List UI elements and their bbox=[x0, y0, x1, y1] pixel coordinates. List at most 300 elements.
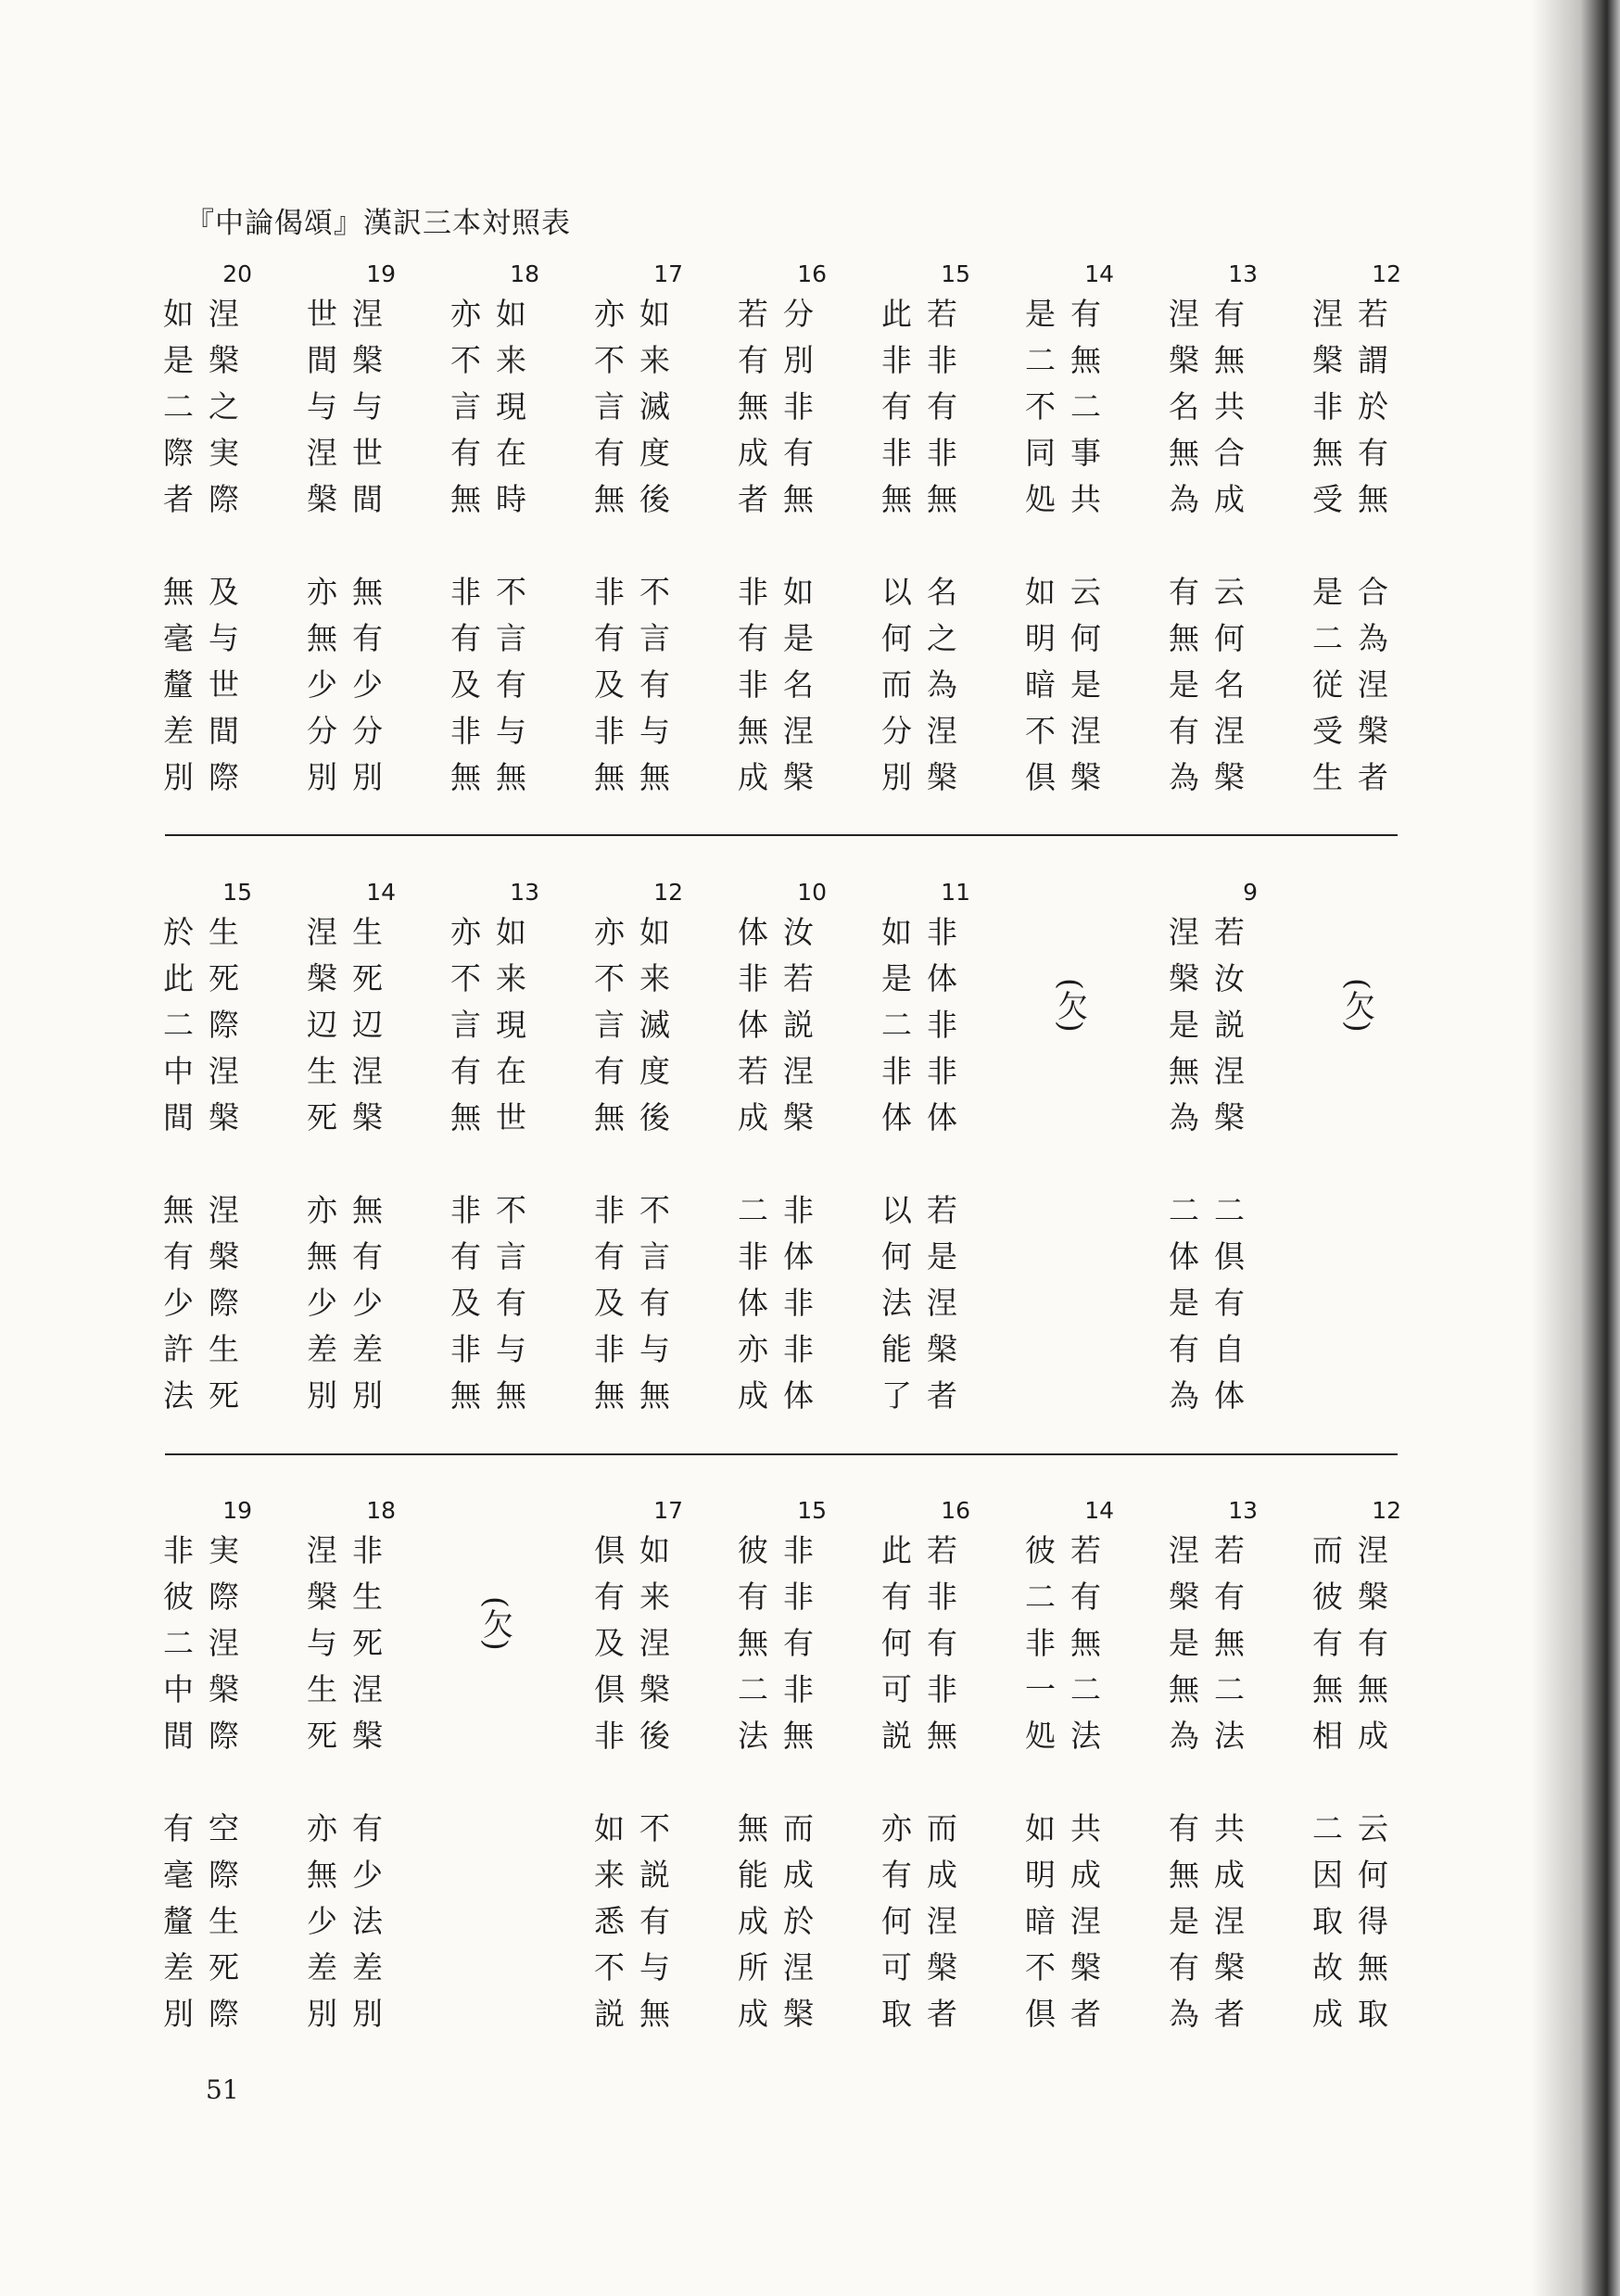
verse-line: 有成 bbox=[881, 1857, 972, 1893]
verse-line: 非与 bbox=[450, 1331, 541, 1367]
verse-line: 亦有 bbox=[307, 1810, 398, 1846]
verse-line: 取得 bbox=[1312, 1903, 1403, 1939]
missing-marker: (欠) bbox=[1340, 978, 1376, 1033]
verse-line: 是有 bbox=[1169, 1285, 1259, 1321]
verse-line: 及有 bbox=[594, 666, 685, 703]
verse-line: 二為 bbox=[1312, 620, 1403, 656]
verse-line: 生者 bbox=[1312, 759, 1403, 795]
verse-line: 可非 bbox=[881, 1671, 972, 1707]
verse-line: 何涅 bbox=[881, 1903, 972, 1939]
verse-line: 有自 bbox=[1169, 1331, 1259, 1367]
verse-line: 一二 bbox=[1025, 1671, 1116, 1707]
stanza-gap bbox=[732, 1141, 834, 1187]
verse-column bbox=[876, 258, 978, 801]
verse-line: 亦而 bbox=[881, 1810, 972, 1846]
verse-column bbox=[1163, 258, 1265, 801]
verse-line: 有涅 bbox=[1169, 713, 1259, 749]
verse-line: 非体 bbox=[738, 1238, 829, 1275]
verse-number: 13 bbox=[510, 879, 539, 906]
verse-column bbox=[1163, 1494, 1265, 2037]
stanza-gap bbox=[1163, 1759, 1265, 1806]
verse-line: 中槃 bbox=[163, 1671, 254, 1707]
verse-line: 若涅 bbox=[738, 1053, 829, 1089]
verse-number: 15 bbox=[222, 879, 252, 906]
verse-line: 無世 bbox=[450, 1099, 541, 1135]
verse-line: 有別 bbox=[738, 342, 829, 378]
verse-line: 釐生 bbox=[163, 1903, 254, 1939]
verse-line: 明成 bbox=[1025, 1857, 1116, 1893]
verse-line: 間槃 bbox=[307, 342, 398, 378]
verse-line: 悉有 bbox=[594, 1903, 685, 1939]
verse-line: 有来 bbox=[594, 1579, 685, 1615]
verse-line: 無涅 bbox=[738, 713, 829, 749]
stanza-gap bbox=[445, 523, 547, 569]
stanza-gap bbox=[1307, 523, 1409, 569]
verse-line: 何之 bbox=[881, 620, 972, 656]
verse-line: 倶者 bbox=[1025, 1996, 1116, 2032]
verse-line: 無有 bbox=[738, 1625, 829, 1661]
verse-line: 不涅 bbox=[1025, 713, 1116, 749]
verse-line: 無涅 bbox=[1169, 1053, 1259, 1089]
verse-line: 法無 bbox=[738, 1718, 829, 1754]
section-3 bbox=[158, 1494, 1403, 2032]
stanza-gap bbox=[589, 1141, 690, 1187]
verse-line: 名共 bbox=[1169, 388, 1259, 425]
stanza-gap bbox=[1019, 523, 1121, 569]
verse-line: 槃間 bbox=[307, 481, 398, 517]
verse-line: 少少 bbox=[307, 1285, 398, 1321]
verse-line: 無有 bbox=[1312, 435, 1403, 471]
verse-line: 別別 bbox=[307, 1377, 398, 1414]
verse-number: 15 bbox=[941, 260, 970, 287]
verse-line: 言現 bbox=[450, 1007, 541, 1043]
verse-line: 此死 bbox=[163, 960, 254, 996]
stanza-gap bbox=[732, 1759, 834, 1806]
verse-line: 若分 bbox=[738, 296, 829, 332]
section-2 bbox=[158, 876, 1399, 1414]
verse-line: 別際 bbox=[163, 759, 254, 795]
stanza-gap bbox=[301, 523, 403, 569]
verse-line: 二云 bbox=[1312, 1810, 1403, 1846]
verse-line: 彼非 bbox=[738, 1532, 829, 1568]
verse-line: 毫与 bbox=[163, 620, 254, 656]
verse-line: 不与 bbox=[594, 1949, 685, 1985]
verse-line: 有言 bbox=[594, 620, 685, 656]
verse-column bbox=[732, 876, 834, 1419]
verse-line: 而為 bbox=[881, 666, 972, 703]
verse-line: 少法 bbox=[307, 1903, 398, 1939]
verse-line: 不来 bbox=[450, 342, 541, 378]
verse-line: 有度 bbox=[594, 435, 685, 471]
verse-line: 亦如 bbox=[450, 296, 541, 332]
verse-line: 無後 bbox=[594, 1099, 685, 1135]
verse-line: 彼若 bbox=[1025, 1532, 1116, 1568]
verse-line: 以若 bbox=[881, 1192, 972, 1228]
verse-line: 非若 bbox=[738, 960, 829, 996]
verse-line: 非如 bbox=[738, 574, 829, 610]
verse-line: 亦無 bbox=[307, 1192, 398, 1228]
verse-line: 為体 bbox=[1169, 1377, 1259, 1414]
verse-line: 及有 bbox=[450, 1285, 541, 1321]
verse-line: 死槃 bbox=[307, 1099, 398, 1135]
verse-line: 不来 bbox=[594, 960, 685, 996]
verse-line: 二非 bbox=[881, 1007, 972, 1043]
verse-line: 於生 bbox=[163, 914, 254, 950]
verse-line: 分分 bbox=[307, 713, 398, 749]
verse-line: 非与 bbox=[594, 1331, 685, 1367]
verse-line: 如云 bbox=[1025, 574, 1116, 610]
section-divider-1 bbox=[165, 834, 1398, 836]
verse-line: 成槃 bbox=[738, 759, 829, 795]
verse-line: 成槃 bbox=[738, 1099, 829, 1135]
verse-column bbox=[301, 876, 403, 1419]
verse-number: 18 bbox=[366, 1497, 396, 1524]
verse-column bbox=[445, 258, 547, 801]
verse-number: 14 bbox=[366, 879, 396, 906]
verse-line: 是涅 bbox=[1169, 1903, 1259, 1939]
verse-line: 辺辺 bbox=[307, 1007, 398, 1043]
verse-line: 差間 bbox=[163, 713, 254, 749]
stanza-gap bbox=[158, 523, 259, 569]
verse-column bbox=[158, 1494, 259, 2037]
verse-line: 成取 bbox=[1312, 1996, 1403, 2032]
verse-line: 故無 bbox=[1312, 1949, 1403, 1985]
verse-line: 槃死 bbox=[307, 960, 398, 996]
verse-number: 12 bbox=[1372, 260, 1401, 287]
verse-number: 13 bbox=[1228, 1497, 1258, 1524]
stanza-gap bbox=[1163, 1141, 1265, 1187]
verse-line: 体非 bbox=[738, 1285, 829, 1321]
verse-line: 無無 bbox=[450, 1377, 541, 1414]
verse-line: 非不 bbox=[594, 1192, 685, 1228]
verse-line: 許生 bbox=[163, 1331, 254, 1367]
verse-line: 及有 bbox=[450, 666, 541, 703]
verse-line: 二非 bbox=[738, 1671, 829, 1707]
stanza-gap bbox=[876, 1141, 978, 1187]
verse-line: 是有 bbox=[1025, 296, 1116, 332]
verse-column bbox=[301, 258, 403, 801]
verse-line: 涅生 bbox=[307, 914, 398, 950]
verse-line: 有在 bbox=[450, 435, 541, 471]
verse-number: 14 bbox=[1084, 1497, 1114, 1524]
verse-line: 無時 bbox=[450, 481, 541, 517]
verse-line: 成体 bbox=[738, 1377, 829, 1414]
verse-line: 非非 bbox=[881, 1053, 972, 1089]
verse-line: 説無 bbox=[881, 1718, 972, 1754]
verse-line: 及涅 bbox=[594, 1625, 685, 1661]
verse-line: 有是 bbox=[738, 620, 829, 656]
page-number: 51 bbox=[206, 2074, 239, 2105]
verse-number: 9 bbox=[1243, 879, 1258, 906]
verse-line: 槃無 bbox=[1169, 342, 1259, 378]
stanza-gap bbox=[158, 1141, 259, 1187]
verse-line: 不二 bbox=[1025, 388, 1116, 425]
verse-line: 従涅 bbox=[1312, 666, 1403, 703]
verse-line: 無非 bbox=[738, 388, 829, 425]
verse-line: 明何 bbox=[1025, 620, 1116, 656]
verse-column bbox=[158, 876, 259, 1419]
verse-line: 間際 bbox=[163, 1718, 254, 1754]
verse-number: 16 bbox=[797, 260, 827, 287]
verse-number: 18 bbox=[510, 260, 539, 287]
stanza-gap bbox=[301, 1141, 403, 1187]
verse-line: 非於 bbox=[1312, 388, 1403, 425]
verse-line: 差差 bbox=[307, 1331, 398, 1367]
verse-line: 有槃 bbox=[163, 1238, 254, 1275]
verse-line: 体倶 bbox=[1169, 1238, 1259, 1275]
verse-line: 二之 bbox=[163, 388, 254, 425]
verse-line: 生涅 bbox=[307, 1671, 398, 1707]
verse-line: 相成 bbox=[1312, 1718, 1403, 1754]
verse-line: 無及 bbox=[163, 574, 254, 610]
verse-line: 二際 bbox=[163, 1007, 254, 1043]
verse-line: 有言 bbox=[594, 1238, 685, 1275]
verse-line: 有有 bbox=[1312, 1625, 1403, 1661]
verse-line: 非非 bbox=[881, 435, 972, 471]
verse-line: 無而 bbox=[738, 1810, 829, 1846]
verse-line: 者際 bbox=[163, 481, 254, 517]
section-divider-2 bbox=[165, 1453, 1398, 1455]
verse-line: 非非 bbox=[881, 342, 972, 378]
verse-line: 法涅 bbox=[881, 1285, 972, 1321]
verse-column bbox=[445, 876, 547, 1419]
missing-marker: (欠) bbox=[1053, 978, 1089, 1033]
verse-line: 処法 bbox=[1025, 1718, 1116, 1754]
verse-line: 非不 bbox=[594, 574, 685, 610]
verse-number: 20 bbox=[222, 260, 252, 287]
stanza-gap bbox=[876, 1759, 978, 1806]
verse-line: 所涅 bbox=[738, 1949, 829, 1985]
verse-line: 亦無 bbox=[307, 574, 398, 610]
verse-line: 了者 bbox=[881, 1377, 972, 1414]
verse-line: 体体 bbox=[881, 1099, 972, 1135]
verse-number: 15 bbox=[797, 1497, 827, 1524]
verse-line: 及有 bbox=[594, 1285, 685, 1321]
verse-number: 17 bbox=[653, 260, 683, 287]
verse-line: 来説 bbox=[594, 1857, 685, 1893]
verse-line: 法死 bbox=[163, 1377, 254, 1414]
section-1 bbox=[158, 258, 1403, 795]
verse-column bbox=[589, 1494, 690, 2037]
verse-line: 暗是 bbox=[1025, 666, 1116, 703]
verse-number bbox=[445, 1494, 547, 1528]
verse-line: 無有 bbox=[307, 1238, 398, 1275]
verse-line: 此若 bbox=[881, 296, 972, 332]
verse-line: 非不 bbox=[450, 1192, 541, 1228]
verse-line: 是体 bbox=[881, 960, 972, 996]
verse-line: 有有 bbox=[881, 388, 972, 425]
section-2-columns bbox=[158, 876, 1399, 1414]
verse-line: 際実 bbox=[163, 435, 254, 471]
verse-line: 能槃 bbox=[881, 1331, 972, 1367]
verse-line: 有言 bbox=[450, 620, 541, 656]
verse-line: 無何 bbox=[1169, 620, 1259, 656]
verse-column bbox=[732, 1494, 834, 2037]
verse-column bbox=[158, 258, 259, 801]
verse-line: 因何 bbox=[1312, 1857, 1403, 1893]
verse-line: 為槃 bbox=[1169, 759, 1259, 795]
verse-number: 11 bbox=[941, 879, 970, 906]
verse-line: 有言 bbox=[450, 1238, 541, 1275]
verse-column bbox=[1019, 1494, 1121, 2037]
verse-line: 与与 bbox=[307, 388, 398, 425]
verse-line: 有共 bbox=[1169, 1810, 1259, 1846]
page-edge-shadow bbox=[1532, 0, 1620, 2296]
verse-line: 無無 bbox=[594, 759, 685, 795]
verse-line: 槃生 bbox=[307, 1579, 398, 1615]
stanza-gap bbox=[589, 523, 690, 569]
verse-line: 受槃 bbox=[1312, 713, 1403, 749]
stanza-gap bbox=[445, 1141, 547, 1187]
verse-column bbox=[1019, 258, 1121, 801]
verse-number bbox=[1307, 876, 1409, 909]
verse-line: 無成 bbox=[1169, 1857, 1259, 1893]
verse-line: 為法 bbox=[1169, 1718, 1259, 1754]
verse-line: 非不 bbox=[450, 574, 541, 610]
verse-line: 亦如 bbox=[450, 914, 541, 950]
verse-line: 言滅 bbox=[594, 1007, 685, 1043]
verse-line: 体説 bbox=[738, 1007, 829, 1043]
verse-line: 如不 bbox=[594, 1810, 685, 1846]
verse-line: 是説 bbox=[1169, 1007, 1259, 1043]
verse-line: 無無 bbox=[594, 1377, 685, 1414]
verse-number: 10 bbox=[797, 879, 827, 906]
verse-line: 如非 bbox=[881, 914, 972, 950]
verse-line: 涅有 bbox=[1169, 296, 1259, 332]
verse-line: 以名 bbox=[881, 574, 972, 610]
verse-number: 17 bbox=[653, 1497, 683, 1524]
verse-line: 取者 bbox=[881, 1996, 972, 2032]
verse-column bbox=[1163, 876, 1265, 1419]
verse-column bbox=[876, 1494, 978, 2037]
missing-marker: (欠) bbox=[478, 1596, 514, 1651]
verse-column bbox=[732, 258, 834, 801]
section-1-columns bbox=[158, 258, 1403, 795]
verse-column bbox=[445, 1494, 547, 1651]
verse-line: 能成 bbox=[738, 1857, 829, 1893]
verse-line: 非与 bbox=[450, 713, 541, 749]
verse-line: 亦非 bbox=[738, 1331, 829, 1367]
verse-line: 与死 bbox=[307, 1625, 398, 1661]
stanza-gap bbox=[158, 1759, 259, 1806]
verse-line: 為成 bbox=[1169, 481, 1259, 517]
verse-line: 此若 bbox=[881, 1532, 972, 1568]
verse-line: 差死 bbox=[163, 1949, 254, 1985]
verse-line: 二無 bbox=[1025, 342, 1116, 378]
verse-line: 無後 bbox=[594, 481, 685, 517]
verse-line: 成槃 bbox=[738, 1996, 829, 2032]
verse-line: 非与 bbox=[594, 713, 685, 749]
verse-line: 二涅 bbox=[163, 1625, 254, 1661]
verse-line: 倶如 bbox=[594, 1532, 685, 1568]
verse-line: 処共 bbox=[1025, 481, 1116, 517]
stanza-gap bbox=[876, 523, 978, 569]
verse-number: 12 bbox=[653, 879, 683, 906]
verse-column bbox=[876, 876, 978, 1419]
verse-line: 分涅 bbox=[881, 713, 972, 749]
verse-line: 不槃 bbox=[1025, 1949, 1116, 1985]
verse-line: 二非 bbox=[738, 1192, 829, 1228]
verse-line: 非後 bbox=[594, 1718, 685, 1754]
verse-line: 死槃 bbox=[307, 1718, 398, 1754]
verse-line: 説無 bbox=[594, 1996, 685, 2032]
stanza-gap bbox=[301, 1759, 403, 1806]
verse-line: 間槃 bbox=[163, 1099, 254, 1135]
verse-line: 世涅 bbox=[307, 296, 398, 332]
verse-line: 倶槃 bbox=[1025, 759, 1116, 795]
verse-line: 槃汝 bbox=[1169, 960, 1259, 996]
verse-line: 是無 bbox=[1169, 1625, 1259, 1661]
verse-line: 彼槃 bbox=[1312, 1579, 1403, 1615]
verse-line: 槃謂 bbox=[1312, 342, 1403, 378]
verse-line: 毫際 bbox=[163, 1857, 254, 1893]
verse-line: 是槃 bbox=[163, 342, 254, 378]
verse-column bbox=[1307, 1494, 1409, 2037]
page-title: 『中論偈頌』漢訳三本対照表 bbox=[185, 207, 571, 240]
verse-line: 彼際 bbox=[163, 1579, 254, 1615]
verse-line: 有度 bbox=[594, 1053, 685, 1089]
verse-line: 而涅 bbox=[1312, 1532, 1403, 1568]
verse-line: 槃有 bbox=[1169, 1579, 1259, 1615]
verse-line: 少際 bbox=[163, 1285, 254, 1321]
verse-line: 為者 bbox=[1169, 1996, 1259, 2032]
verse-number bbox=[1019, 876, 1121, 909]
verse-line: 亦如 bbox=[594, 296, 685, 332]
verse-line: 為槃 bbox=[1169, 1099, 1259, 1135]
verse-line: 非実 bbox=[163, 1532, 254, 1568]
verse-line: 生涅 bbox=[307, 1053, 398, 1089]
verse-line: 是合 bbox=[1312, 574, 1403, 610]
verse-line: 可槃 bbox=[881, 1949, 972, 1985]
verse-line: 中涅 bbox=[163, 1053, 254, 1089]
verse-line: 有非 bbox=[738, 1579, 829, 1615]
verse-line: 言滅 bbox=[594, 388, 685, 425]
verse-line: 体汝 bbox=[738, 914, 829, 950]
verse-line: 有空 bbox=[163, 1810, 254, 1846]
stanza-gap bbox=[1019, 1759, 1121, 1806]
stanza-gap bbox=[589, 1759, 690, 1806]
verse-line: 無無 bbox=[1312, 1671, 1403, 1707]
verse-line: 無涅 bbox=[163, 1192, 254, 1228]
verse-line: 非名 bbox=[738, 666, 829, 703]
verse-line: 差差 bbox=[307, 1949, 398, 1985]
verse-line: 有槃 bbox=[1169, 1949, 1259, 1985]
verse-line: 如共 bbox=[1025, 1810, 1116, 1846]
verse-line: 何是 bbox=[881, 1238, 972, 1275]
verse-number: 19 bbox=[222, 1497, 252, 1524]
verse-line: 少少 bbox=[307, 666, 398, 703]
verse-line: 無合 bbox=[1169, 435, 1259, 471]
verse-line: 釐世 bbox=[163, 666, 254, 703]
verse-line: 別槃 bbox=[881, 759, 972, 795]
verse-number: 19 bbox=[366, 260, 396, 287]
verse-line: 無少 bbox=[307, 1857, 398, 1893]
verse-line: 有云 bbox=[1169, 574, 1259, 610]
verse-line: 受無 bbox=[1312, 481, 1403, 517]
verse-line: 亦如 bbox=[594, 914, 685, 950]
verse-line: 是名 bbox=[1169, 666, 1259, 703]
verse-number: 12 bbox=[1372, 1497, 1401, 1524]
verse-line: 無二 bbox=[1169, 1671, 1259, 1707]
verse-line: 有在 bbox=[450, 1053, 541, 1089]
verse-number: 16 bbox=[941, 1497, 970, 1524]
verse-line: 涅世 bbox=[307, 435, 398, 471]
verse-line: 同事 bbox=[1025, 435, 1116, 471]
verse-column bbox=[589, 258, 690, 801]
verse-line: 別際 bbox=[163, 1996, 254, 2032]
verse-line: 別別 bbox=[307, 1996, 398, 2032]
verse-number: 14 bbox=[1084, 260, 1114, 287]
